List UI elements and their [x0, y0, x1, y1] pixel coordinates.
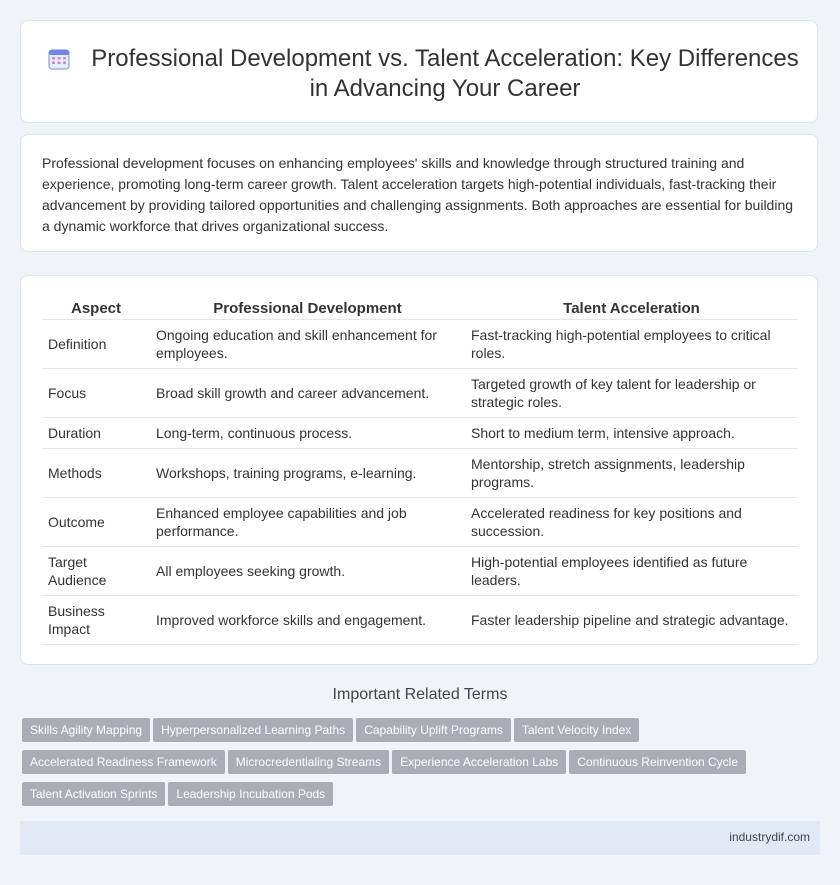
aspect-cell: Business Impact	[42, 596, 150, 645]
comparison-table	[42, 297, 798, 645]
related-term-tag[interactable]: Microcredentialing Streams	[228, 750, 389, 774]
ta-cell: Mentorship, stretch assignments, leadership programs.	[465, 449, 798, 498]
related-terms-list	[22, 718, 812, 814]
related-term-tag[interactable]: Hyperpersonalized Learning Paths	[153, 718, 353, 742]
pd-cell: Enhanced employee capabilities and job performance.	[150, 498, 465, 547]
aspect-cell: Target Audience	[42, 547, 150, 596]
ta-cell: Fast-tracking high-potential employees to critical roles.	[465, 320, 798, 369]
pd-cell: Long-term, continuous process.	[150, 418, 465, 449]
related-term-tag[interactable]: Experience Acceleration Labs	[392, 750, 566, 774]
table-row	[42, 498, 798, 547]
table-row	[42, 449, 798, 498]
related-term-tag[interactable]: Talent Activation Sprints	[22, 782, 165, 806]
pd-cell: Broad skill growth and career advancement.	[150, 369, 465, 418]
related-terms-title: Important Related Terms	[332, 686, 508, 703]
table-row	[42, 320, 798, 369]
header-talent-acceleration: Talent Acceleration	[465, 297, 798, 320]
ta-cell: Targeted growth of key talent for leadership or strategic roles.	[465, 369, 798, 418]
header-aspect: Aspect	[42, 297, 150, 320]
table-row	[42, 596, 798, 645]
related-term-tag[interactable]: Capability Uplift Programs	[356, 718, 511, 742]
related-term-tag[interactable]: Skills Agility Mapping	[22, 718, 150, 742]
related-term-tag[interactable]: Talent Velocity Index	[514, 718, 639, 742]
table-row	[42, 369, 798, 418]
footer-site-link[interactable]: industrydif.com	[729, 830, 810, 844]
intro-card	[20, 134, 818, 252]
pd-cell: Ongoing education and skill enhancement for employees.	[150, 320, 465, 369]
ta-cell: High-potential employees identified as future leaders.	[465, 547, 798, 596]
pd-cell: Improved workforce skills and engagement.	[150, 596, 465, 645]
pd-cell: All employees seeking growth.	[150, 547, 465, 596]
comparison-card	[20, 275, 818, 665]
ta-cell: Faster leadership pipeline and strategic advantage.	[465, 596, 798, 645]
header-professional-development: Professional Development	[150, 297, 465, 320]
aspect-cell: Duration	[42, 418, 150, 449]
ta-cell: Accelerated readiness for key positions and succession.	[465, 498, 798, 547]
pd-cell: Workshops, training programs, e-learning.	[150, 449, 465, 498]
aspect-cell: Outcome	[42, 498, 150, 547]
title-card	[20, 20, 818, 123]
table-row	[42, 547, 798, 596]
intro-paragraph: Professional development focuses on enhancing employees' skills and knowledge through structured training and experience, promoting long-term career growth. Talent acceleration targets high-potential individuals, fast-tracking their advancement by providing tailored opportunities and challenging assignments. Both approaches are essential for building a dynamic workforce that drives organizational success.	[42, 155, 794, 234]
aspect-cell: Methods	[42, 449, 150, 498]
footer	[20, 821, 820, 855]
page-title: Professional Development vs. Talent Acceleration: Key Differences in Advancing Your Career	[91, 45, 799, 102]
calendar-icon	[47, 47, 71, 71]
aspect-cell: Definition	[42, 320, 150, 369]
ta-cell: Short to medium term, intensive approach.	[465, 418, 798, 449]
related-term-tag[interactable]: Continuous Reinvention Cycle	[569, 750, 746, 774]
related-term-tag[interactable]: Accelerated Readiness Framework	[22, 750, 225, 774]
table-row	[42, 418, 798, 449]
aspect-cell: Focus	[42, 369, 150, 418]
related-term-tag[interactable]: Leadership Incubation Pods	[168, 782, 333, 806]
